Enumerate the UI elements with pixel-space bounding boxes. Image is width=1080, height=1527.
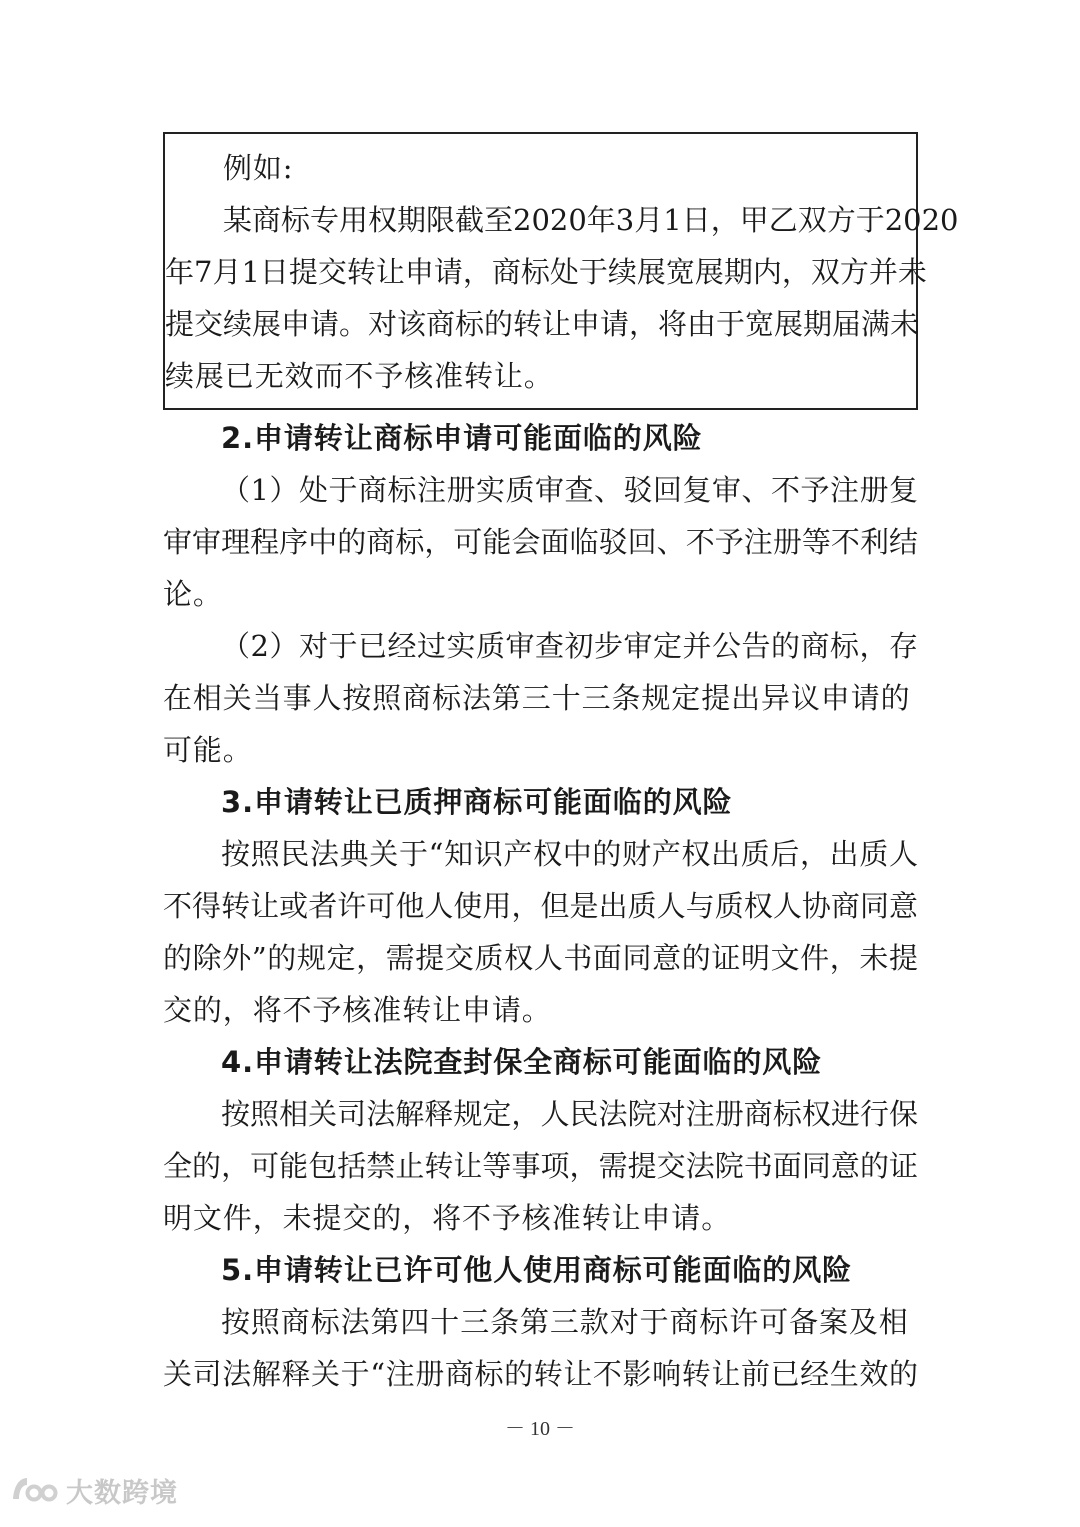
watermark-text: 大数跨境	[66, 1477, 178, 1509]
paragraph-line: 可能。	[163, 733, 253, 767]
paragraph-line: （1）处于商标注册实质审查、驳回复审、不予注册复	[221, 473, 918, 507]
example-box-line: 提交续展申请。对该商标的转让申请，将由于宽展期届满未	[165, 307, 920, 341]
paragraph-line: 审审理程序中的商标，可能会面临驳回、不予注册等不利结	[163, 525, 918, 559]
paragraph-line: （2）对于已经过实质审查初步审定并公告的商标，存	[221, 629, 918, 663]
paragraph-line: 不得转让或者许可他人使用，但是出质人与质权人协商同意	[163, 889, 918, 923]
example-box-line: 例如:	[223, 151, 294, 185]
paragraph-line: 按照民法典关于“知识产权中的财产权出质后，出质人	[221, 837, 918, 871]
paragraph	[163, 464, 918, 620]
paragraph	[163, 1088, 918, 1244]
example-box	[163, 132, 959, 410]
logo-icon	[10, 1473, 60, 1507]
section-heading: 5.申请转让已许可他人使用商标可能面临的风险	[221, 1253, 852, 1287]
paragraph-line: 交的，将不予核准转让申请。	[163, 993, 552, 1027]
section-heading: 2.申请转让商标申请可能面临的风险	[221, 421, 703, 455]
paragraph-line: 明文件，未提交的，将不予核准转让申请。	[163, 1201, 732, 1235]
example-box-line: 年7月1日提交转让申请，商标处于续展宽展期内，双方并未	[165, 255, 927, 289]
page-content	[163, 132, 959, 1400]
paragraph-line: 论。	[163, 577, 223, 611]
section-heading: 4.申请转让法院查封保全商标可能面临的风险	[221, 1045, 823, 1079]
paragraph-line: 按照商标法第四十三条第三款对于商标许可备案及相	[221, 1305, 909, 1339]
paragraph-line: 关司法解释关于“注册商标的转让不影响转让前已经生效的	[163, 1357, 918, 1391]
paragraph-line: 的除外”的规定，需提交质权人书面同意的证明文件，未提	[163, 941, 918, 975]
paragraph	[163, 620, 918, 776]
paragraph	[163, 828, 918, 1036]
example-box-line: 续展已无效而不予核准转让。	[165, 359, 554, 393]
example-box-line: 某商标专用权期限截至2020年3月1日，甲乙双方于2020	[223, 203, 959, 237]
paragraph	[163, 1296, 918, 1400]
section-heading: 3.申请转让已质押商标可能面临的风险	[221, 785, 733, 819]
watermark	[10, 1470, 178, 1510]
paragraph-line: 在相关当事人按照商标法第三十三条规定提出异议申请的	[163, 681, 911, 715]
paragraph-line: 全的，可能包括禁止转让等事项，需提交法院书面同意的证	[163, 1149, 918, 1183]
page-number: － 10 －	[505, 1418, 575, 1440]
paragraph-line: 按照相关司法解释规定，人民法院对注册商标权进行保	[221, 1097, 918, 1131]
